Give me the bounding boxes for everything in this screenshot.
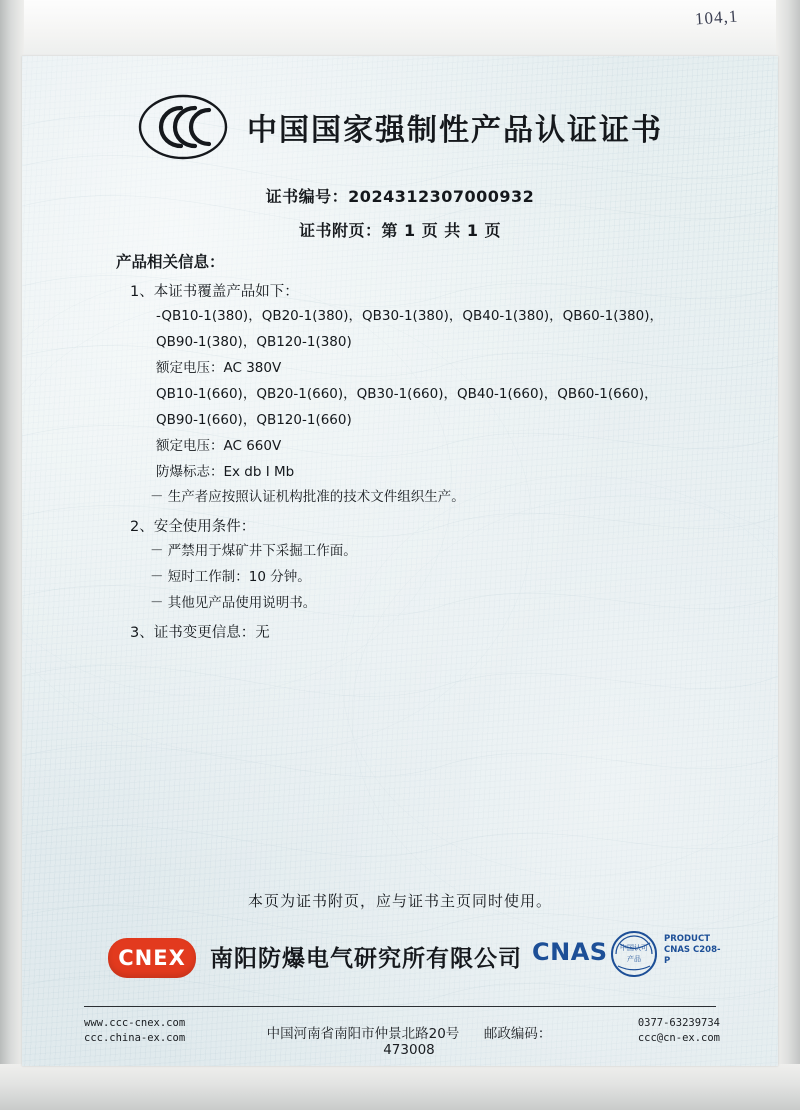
item-1-line-1: -QB10-1(380)，QB20-1(380)，QB30-1(380)，QB40-1(380)，QB60-1(380)，	[156, 308, 664, 324]
certificate-number: 证书编号：2024312307000932	[265, 187, 535, 206]
handwritten-page-mark: 104,1	[694, 6, 739, 29]
postcode-value: 473008	[383, 1042, 435, 1058]
item-1-line-8: － 生产者应按照认证机构批准的技术文件组织生产。	[150, 489, 465, 506]
cnas-accreditation-mark	[532, 932, 722, 984]
address-text: 中国河南省南阳市仲景北路20号	[266, 1026, 460, 1042]
website-secondary[interactable]: ccc.china-ex.com	[84, 1032, 186, 1045]
item-2-line-2: － 短时工作制：10 分钟。	[150, 569, 311, 586]
cnas-badge-icon	[608, 930, 660, 978]
contact-footer	[84, 1014, 720, 1062]
contact-phone-email	[638, 1016, 720, 1046]
certificate-sheet	[22, 56, 778, 1066]
svg-text:产品: 产品	[627, 955, 641, 963]
ccc-logo-icon	[137, 92, 229, 162]
scan-edge-top	[0, 0, 800, 58]
website-primary[interactable]: www.ccc-cnex.com	[84, 1017, 186, 1029]
scan-edge-right	[776, 0, 800, 1110]
cnas-sub-line-1: PRODUCT	[664, 934, 710, 944]
product-information-section	[116, 250, 726, 646]
footer-divider	[84, 1006, 716, 1007]
scan-edge-left	[0, 0, 24, 1110]
item-2-line-3: － 其他见产品使用说明书。	[150, 595, 317, 612]
phone-number: 0377-63239734	[637, 1017, 720, 1029]
postcode-label: 邮政编码：	[483, 1026, 552, 1042]
organization-row	[22, 936, 778, 994]
appendix-note: 本页为证书附页，应与证书主页同时使用。	[247, 892, 552, 910]
cnex-logo: CNEX	[108, 938, 196, 978]
item-1-line-5: QB90-1(660)，QB120-1(660)	[156, 411, 352, 428]
cnas-wordmark: CNAS	[532, 938, 608, 966]
contact-websites	[84, 1016, 185, 1046]
item-1-line-2: QB90-1(380)，QB120-1(380)	[156, 333, 352, 350]
item-1-line-7: 防爆标志：Ex db Ⅰ Mb	[156, 463, 295, 480]
certificate-meta	[22, 184, 778, 252]
certificate-page-indicator: 证书附页：第 1 页 共 1 页	[298, 221, 502, 240]
cnas-sub-line-2: CNAS C208-P	[664, 945, 721, 967]
section-title: 产品相关信息：	[116, 253, 225, 271]
item-1-line-4: QB10-1(660)，QB20-1(660)，QB30-1(660)，QB40-1(660)，QB60-1(660)，	[156, 385, 658, 402]
cnas-sub-text	[664, 934, 722, 968]
item-3-heading: 3、证书变更信息：无	[130, 625, 270, 642]
scan-edge-bottom	[0, 1064, 800, 1110]
organization-name: 南阳防爆电气研究所有限公司	[210, 946, 522, 972]
page-title: 中国国家强制性产品认证证书	[247, 113, 663, 148]
item-1-heading: 1、本证书覆盖产品如下：	[130, 284, 299, 300]
svg-text:中国认可: 中国认可	[620, 944, 648, 952]
contact-address-line	[244, 1022, 574, 1058]
item-2-heading: 2、安全使用条件：	[130, 519, 256, 536]
item-1-line-6: 额定电压：AC 660V	[156, 437, 282, 454]
item-1-line-3: 额定电压：AC 380V	[156, 359, 282, 376]
item-2-line-1: － 严禁用于煤矿井下采掘工作面。	[150, 543, 357, 560]
email-address[interactable]: ccc@cn-ex.com	[637, 1032, 720, 1045]
certificate-header	[22, 92, 778, 162]
